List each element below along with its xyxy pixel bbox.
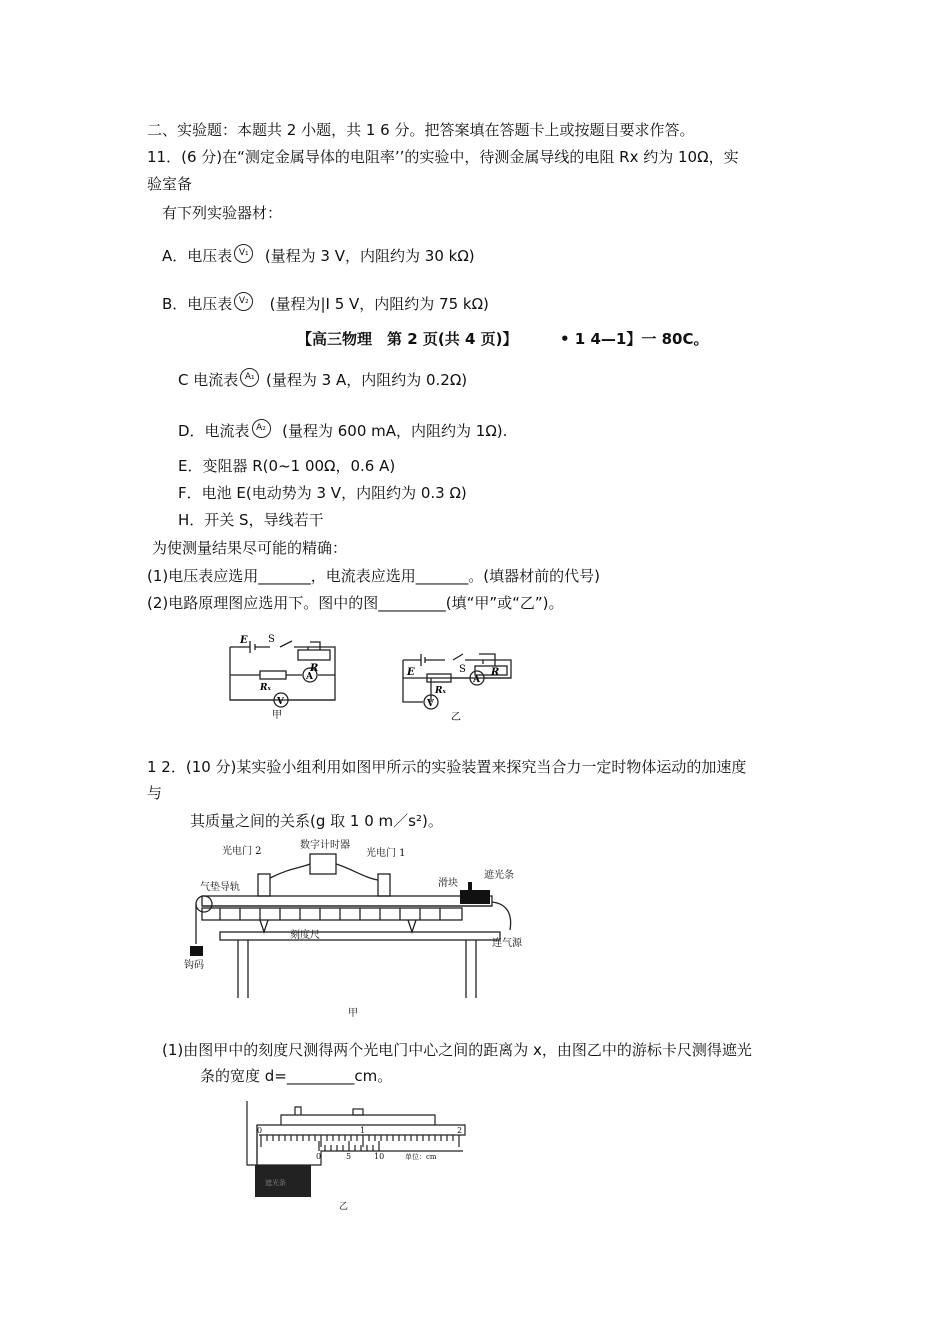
label-voltmeter: V	[277, 697, 284, 707]
vernier-scale-10: 10	[374, 1152, 385, 1161]
page-footer-right: • 1 4—1】一 80C。	[560, 330, 709, 348]
q12-subquestion-1b: 条的宽度 d=_________cm。	[200, 1067, 393, 1085]
label-rx: Rₓ	[260, 683, 271, 693]
label-voltmeter: V	[427, 699, 434, 709]
label-r: R	[491, 667, 500, 678]
q11-option-b	[162, 292, 489, 314]
label-rx: Rₓ	[435, 686, 446, 696]
q11-stem-line1: 11．(6 分)在“测定金属导体的电阻率’’的实验中，待测金属导线的电阻 Rx 约为 10Ω，实	[147, 148, 739, 166]
label-slider: 滑块	[438, 878, 458, 889]
label-air: 连气源	[492, 938, 522, 949]
q11-subquestion-2: (2)电路原理图应选用下。图中的图_________(填“甲”或“乙”)。	[147, 594, 564, 612]
shade-strip	[468, 882, 472, 890]
ammeter-a2-icon: A₂	[252, 419, 271, 438]
caption-apparatus-jia: 甲	[348, 1008, 358, 1019]
q11-option-e: E．变阻器 R(0~1 00Ω，0.6 A)	[178, 457, 396, 475]
page-footer-left: 【高三物理 第 2 页(共 4 页)】	[297, 330, 518, 348]
q11-option-c	[178, 368, 467, 390]
q12-stem-line3: 其质量之间的关系(g 取 1 0 m／s²)。	[190, 812, 443, 830]
label-r: R	[310, 663, 319, 674]
option-a-label: A．电压表	[162, 247, 233, 265]
caption-caliper-yi: 乙	[339, 1202, 349, 1212]
label-gate1: 光电门 1	[366, 848, 406, 859]
block-label: 遮光条	[265, 1179, 286, 1187]
vernier-scale-5: 5	[346, 1152, 352, 1161]
hook-weight	[190, 946, 203, 956]
main-scale-2: 2	[457, 1126, 463, 1135]
q12-stem-line1: 1 2．(10 分)某实验小组利用如图甲所示的实验装置来探究当合力一定时物体运动的加速度	[147, 758, 747, 776]
label-ammeter: A	[306, 672, 313, 682]
circuit-diagram-jia	[222, 630, 352, 720]
label-e: E	[240, 635, 248, 646]
section-header: 二、实验题：本题共 2 小题，共 1 6 分。把答案填在答题卡上或按题目要求作答。	[147, 121, 695, 139]
label-track: 气垫导轨	[200, 882, 240, 893]
option-a-spec: (量程为 3 V，内阻约为 30 kΩ)	[264, 247, 475, 265]
q12-subquestion-1a: (1)由图甲中的刻度尺测得两个光电门中心之间的距离为 x，由图乙中的游标卡尺测得遮光	[162, 1041, 752, 1059]
ammeter-a1-icon: A₁	[240, 368, 259, 387]
q11-subquestion-1: (1)电压表应选用_______，电流表应选用_______。(填器材前的代号)	[147, 567, 600, 585]
label-ruler: 刻度尺	[290, 930, 320, 941]
option-c-label: C 电流表	[178, 371, 239, 389]
unit-label: 单位：cm	[405, 1153, 437, 1161]
option-c-spec: (量程为 3 A，内阻约为 0.2Ω)	[266, 371, 468, 389]
q11-stem-line3: 有下列实验器材：	[162, 204, 283, 222]
label-s: S	[268, 634, 275, 645]
label-shade: 遮光条	[484, 870, 514, 881]
vernier-scale-0: 0	[316, 1152, 322, 1161]
circuit-diagram-yi	[395, 650, 525, 724]
slider-block	[460, 890, 490, 904]
caption-jia: 甲	[272, 710, 282, 720]
label-gate2: 光电门 2	[222, 846, 262, 857]
q12-stem-line2: 与	[147, 784, 163, 802]
vernier-caliper-diagram	[235, 1095, 475, 1215]
label-timer: 数字计时器	[300, 840, 350, 851]
q11-stem-line2: 验室备	[147, 175, 193, 193]
label-e: E	[407, 667, 415, 678]
voltmeter-v2-icon: V₂	[234, 292, 253, 311]
caption-yi: 乙	[451, 712, 461, 723]
q11-option-f: F．电池 E(电动势为 3 V，内阻约为 0.3 Ω)	[178, 484, 467, 502]
voltmeter-v1-icon: V₁	[234, 244, 253, 263]
main-scale-0: 0	[257, 1126, 263, 1135]
main-scale-1: 1	[360, 1126, 366, 1135]
option-b-label: B．电压表	[162, 295, 233, 313]
apparatus-diagram-jia	[180, 838, 535, 1020]
label-s: S	[459, 664, 466, 675]
label-weight: 钩码	[184, 960, 204, 971]
option-d-spec: (量程为 600 mA，内阻约为 1Ω).	[282, 422, 508, 440]
option-b-spec: (量程为|I 5 V，内阻约为 75 kΩ)	[269, 295, 489, 313]
q11-option-a	[162, 244, 475, 266]
q11-intro: 为使测量结果尽可能的精确：	[152, 539, 348, 557]
q11-option-h: H．开关 S，导线若干	[178, 511, 324, 529]
option-d-label: D．电流表	[178, 422, 250, 440]
label-ammeter: A	[473, 675, 480, 685]
q11-option-d	[178, 419, 507, 441]
